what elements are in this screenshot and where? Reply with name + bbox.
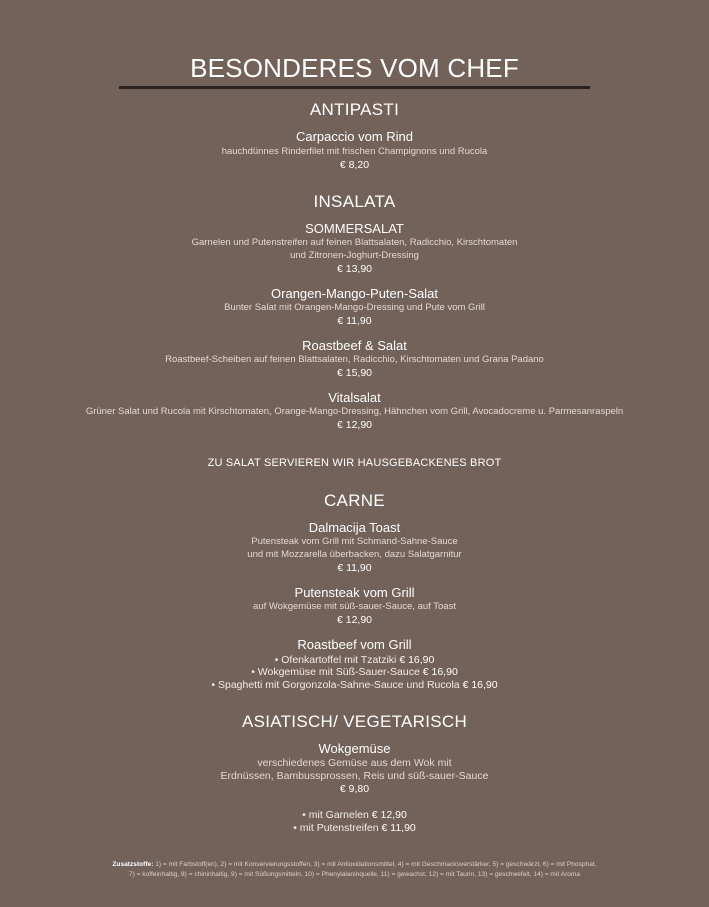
bread-note: ZU SALAT SERVIEREN WIR HAUSGEBACKENES BROT — [207, 457, 502, 469]
option-price: € 12,90 — [371, 809, 407, 821]
dish-name: Putensteak vom Grill — [294, 585, 415, 600]
dish-description: Putensteak vom Grill mit Schmand-Sahne-Sauce — [251, 536, 458, 547]
section-heading-asiatisch: ASIATISCH/ VEGETARISCH — [241, 712, 468, 731]
option-label: • Ofenkartoffel mit Tzatziki — [274, 654, 397, 666]
dish-price: € 8,20 — [339, 159, 370, 171]
dish-description: Grüner Salat und Rucola mit Kirschtomaten, Orange-Mango-Dressing, Hähnchen vom Grill, Avocadocreme u. Parmesanraspeln — [85, 406, 624, 417]
dish-description: und mit Mozzarella überbacken, dazu Salatgarnitur — [247, 549, 462, 560]
dish-description: Roastbeef-Scheiben auf feinen Blattsalaten, Radicchio, Kirschtomaten und Grana Padano — [165, 354, 544, 365]
option-price: € 16,90 — [422, 666, 458, 678]
dish-name: Dalmacija Toast — [308, 520, 401, 535]
dish-name: Wokgemüse — [318, 741, 391, 756]
additives-line: 7) = koffeinhaltig, 8) = chininhaltig, 9) = mit Süßungsmitteln, 10) = Phenylalaninquelle, 11) = gewachst, 12) = mit Taurin, 13) = geschwefelt, 14) = mit Aroma — [128, 871, 581, 878]
dish-price: € 11,90 — [337, 562, 372, 574]
option-label: • Spaghetti mit Gorgonzola-Sahne-Sauce und Rucola — [211, 679, 460, 691]
dish-price: € 13,90 — [336, 263, 373, 275]
dish-option — [0, 666, 709, 679]
dish-description: Garnelen und Putenstreifen auf feinen Blattsalaten, Radicchio, Kirschtomaten — [191, 237, 518, 248]
title-divider — [119, 86, 590, 89]
dish-description: hauchdünnes Rinderfilet mit frischen Champignons und Rucola — [221, 146, 488, 157]
dish-description: und Zitronen-Joghurt-Dressing — [290, 250, 419, 261]
option-label: • mit Garnelen — [302, 809, 369, 821]
dish-description: auf Wokgemüse mit süß-sauer-Sauce, auf Toast — [253, 601, 456, 612]
dish-name: SOMMERSALAT — [305, 221, 404, 236]
additives-line — [0, 860, 709, 870]
dish-description: verschiedenes Gemüse aus dem Wok mit — [257, 757, 452, 769]
dish-option — [0, 654, 709, 667]
dish-name: Orangen-Mango-Puten-Salat — [271, 286, 438, 301]
additives-label: Zusatzstoffe: — [112, 861, 154, 868]
section-heading-antipasti: ANTIPASTI — [309, 100, 400, 119]
option-price: € 16,90 — [399, 654, 435, 666]
dish-option — [0, 809, 709, 822]
dish-description: Bunter Salat mit Orangen-Mango-Dressing und Pute vom Grill — [224, 302, 485, 313]
additives-text: 1) = mit Farbstoff(en), 2) = mit Konservierungsstoffen, 3) = mit Antioxidationsmittel, 4) = mit Geschmacksverstärker, 5) = geschwärzt, 6) = mit Phosphat, — [153, 861, 597, 868]
dish-price: € 12,90 — [336, 614, 373, 626]
option-price: € 11,90 — [381, 822, 416, 834]
dish-price: € 11,90 — [337, 315, 372, 327]
dish-name: Vitalsalat — [328, 390, 381, 405]
option-label: • Wokgemüse mit Süß-Sauer-Sauce — [251, 666, 420, 678]
dish-price: € 15,90 — [336, 367, 373, 379]
section-heading-carne: CARNE — [323, 491, 385, 510]
section-heading-insalata: INSALATA — [313, 192, 396, 211]
dish-name: Roastbeef & Salat — [302, 338, 407, 353]
dish-description: Erdnüssen, Bambussprossen, Reis und süß-sauer-Sauce — [220, 770, 489, 782]
option-label: • mit Putenstreifen — [293, 822, 379, 834]
dish-price: € 9,80 — [339, 783, 370, 795]
dish-option — [0, 822, 709, 835]
dish-name: Carpaccio vom Rind — [295, 129, 414, 144]
dish-price: € 12,90 — [336, 419, 373, 431]
menu-title: BESONDERES VOM CHEF — [190, 53, 519, 83]
option-price: € 16,90 — [462, 679, 498, 691]
dish-name: Roastbeef vom Grill — [297, 637, 412, 652]
dish-option — [0, 679, 709, 692]
additives-footnote — [0, 860, 709, 880]
